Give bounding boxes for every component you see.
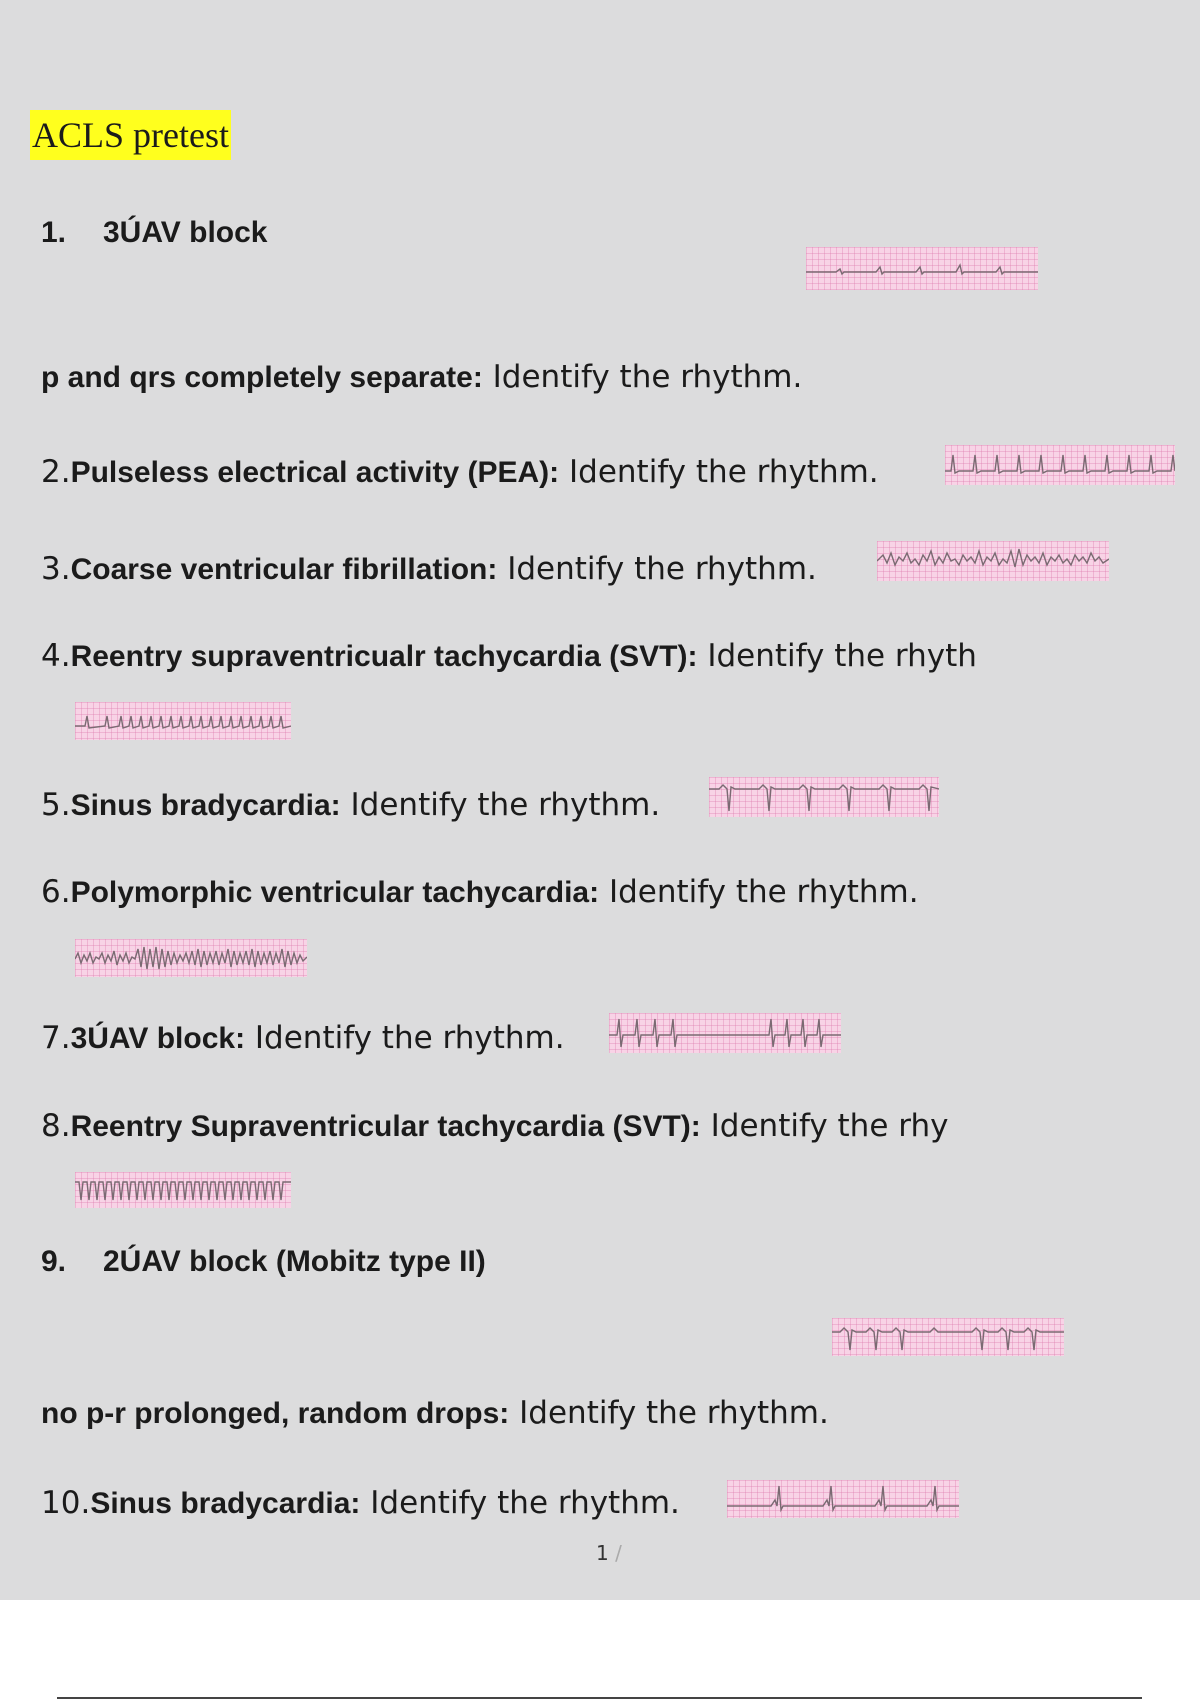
question-answer: p and qrs completely separate: [41,361,483,394]
question-10 [41,1483,680,1524]
question-prompt: Identify the rhythm. [559,454,879,490]
question-prompt: Identify the rhythm. [497,551,817,587]
question-number: 1. [41,216,67,249]
question-1-heading [41,213,268,253]
question-prompt: Identify the rhythm. [599,874,919,910]
question-number: 2. [41,454,71,490]
question-answer: Polymorphic ventricular tachycardia: [70,876,600,909]
page-divider [57,1697,1142,1699]
question-heading-text: 3ÚAV block [103,216,268,249]
question-prompt: Identify the rhy [700,1108,949,1144]
question-prompt: Identify the rhythm. [245,1020,565,1056]
ecg-strip-q6 [75,939,307,977]
question-answer: Sinus bradycardia: [70,789,341,822]
question-number: 10. [41,1485,91,1521]
ecg-strip-q7 [609,1013,841,1053]
question-8 [41,1106,948,1147]
question-number: 6. [41,874,71,910]
question-prompt: Identify the rhythm. [340,787,661,823]
page-number-separator: / [615,1541,622,1565]
ecg-strip-q10 [727,1480,959,1518]
question-prompt: Identify the rhythm. [482,359,803,395]
ecg-strip-q5 [709,777,939,817]
question-prompt: Identify the rhythm. [360,1485,680,1521]
question-answer: Coarse ventricular fibrillation: [70,553,498,586]
page-number [596,1541,622,1565]
page-number-value: 1 [596,1541,609,1565]
question-prompt: Identify the rhythm. [509,1395,829,1431]
ecg-strip-q1 [806,247,1038,290]
ecg-strip-q3 [877,541,1109,581]
question-answer: 3ÚAV block: [70,1022,246,1055]
question-9-heading [41,1242,486,1282]
ecg-strip-q2 [945,445,1175,485]
question-answer: Reentry Supraventricular tachycardia (SVT): [70,1110,701,1143]
question-3 [41,549,817,590]
question-5 [41,785,660,826]
question-number: 3. [41,551,71,587]
question-9-detail [41,1393,829,1434]
question-number: 5. [41,787,71,823]
question-answer: no p-r prolonged, random drops: [41,1397,510,1430]
question-2 [41,452,879,493]
question-number: 7. [41,1020,71,1056]
question-4 [41,636,977,677]
ecg-strip-q9 [832,1318,1064,1356]
question-answer: Sinus bradycardia: [90,1487,361,1520]
document-title: ACLS pretest [30,110,231,160]
question-1-detail [41,357,802,398]
ecg-strip-q8 [75,1172,291,1208]
question-6 [41,872,919,913]
question-heading-text: 2ÚAV block (Mobitz type II) [103,1245,486,1278]
question-prompt: Identify the rhyth [697,638,977,674]
question-number: 4. [41,638,71,674]
question-number: 9. [41,1245,67,1278]
question-number: 8. [41,1108,71,1144]
question-answer: Pulseless electrical activity (PEA): [70,456,560,489]
question-answer: Reentry supraventricualr tachycardia (SVT): [70,640,698,673]
ecg-strip-q4 [75,702,291,740]
question-7 [41,1018,565,1059]
